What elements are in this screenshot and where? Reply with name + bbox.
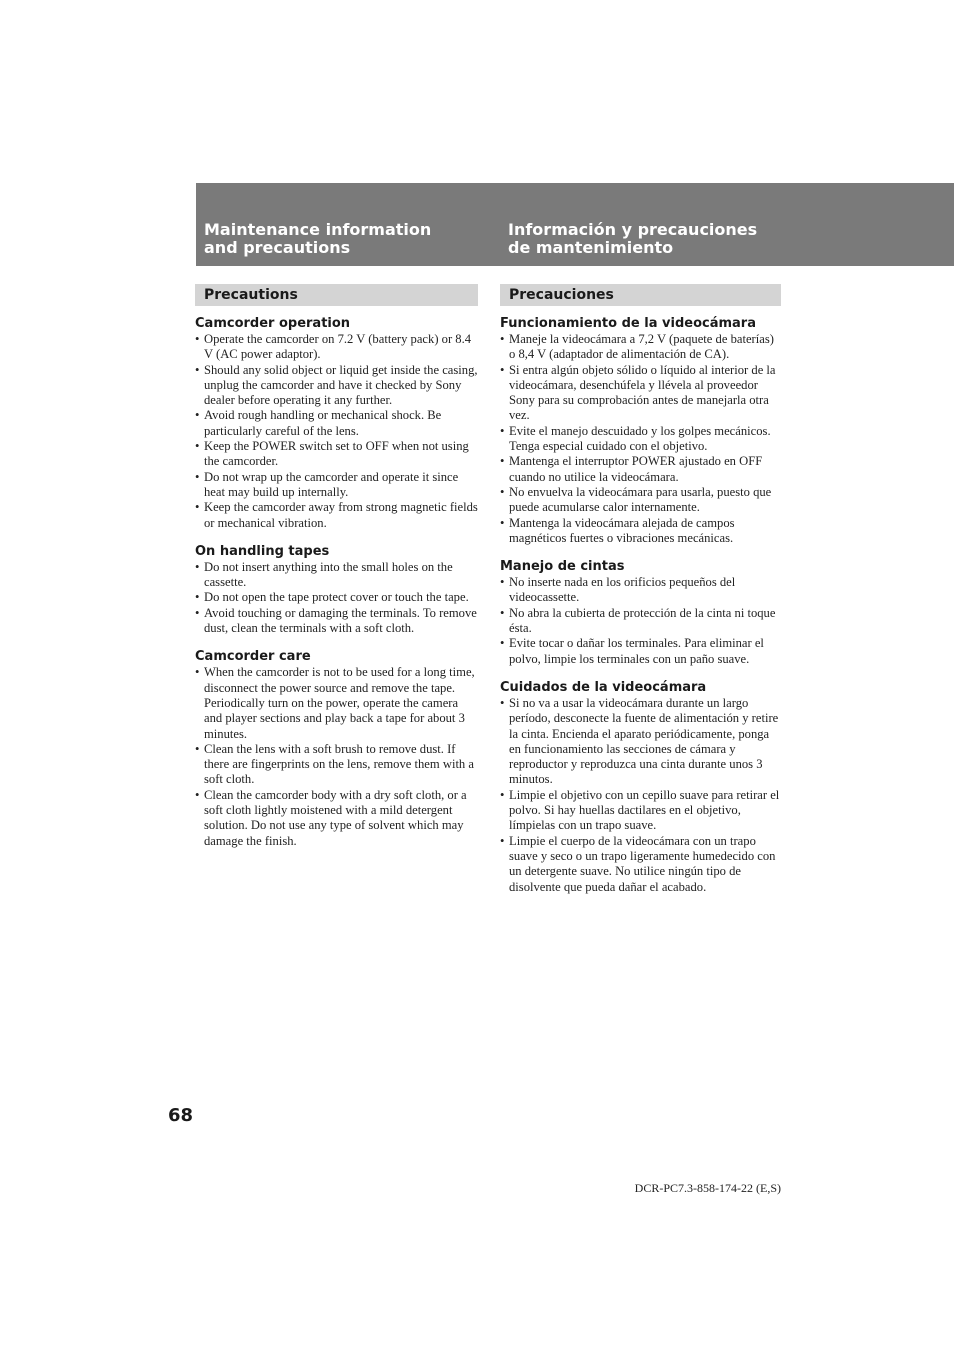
english-column <box>195 284 478 862</box>
bullet-item: • Maneje la videocámara a 7,2 V (paquete de baterías) o 8,4 V (adaptador de alimentación de CA). <box>500 332 783 363</box>
section-heading-precauciones: Precauciones <box>500 284 781 306</box>
document-code: DCR-PC7.3-858-174-22 (E,S) <box>634 1181 781 1195</box>
subsection-heading: Camcorder care <box>195 649 311 665</box>
bullet-list <box>195 332 478 531</box>
bullet-item: • Do not wrap up the camcorder and operate it since heat may build up internally. <box>195 470 478 501</box>
bullet-item: • Keep the POWER switch set to OFF when not using the camcorder. <box>195 439 478 470</box>
bullet-item: • No envuelva la videocámara para usarla, puesto que puede acumularse calor internamente. <box>500 485 783 516</box>
subsection-heading: Funcionamiento de la videocámara <box>500 316 756 331</box>
bullet-item: • No abra la cubierta de protección de la cinta ni toque ésta. <box>500 606 783 637</box>
bullet-item: • Limpie el cuerpo de la videocámara con un trapo suave y seco o un trapo ligeramente humedecido con un detergente suave. No utilice ningún tipo de disolvente que pueda dañar el acabado. <box>500 834 783 895</box>
header-banner <box>196 183 954 266</box>
section-heading-precautions: Precautions <box>195 284 478 306</box>
bullet-list <box>500 575 783 667</box>
bullet-item: • Mantenga la videocámara alejada de campos magnéticos fuertes o vibraciones mecánicas. <box>500 516 783 547</box>
subsection-heading: Cuidados de la videocámara <box>500 679 707 695</box>
subsection-heading: Manejo de cintas <box>500 559 625 575</box>
bullet-item: • Avoid rough handling or mechanical shock. Be particularly careful of the lens. <box>195 408 478 439</box>
bullet-item: • No inserte nada en los orificios pequeños del videocassette. <box>500 575 783 606</box>
page-number: 68 <box>168 1105 194 1126</box>
bullet-item: • Do not open the tape protect cover or touch the tape. <box>195 590 478 605</box>
bullet-item: • Si no va a usar la videocámara durante un largo período, desconecte la fuente de alimentación y retire la cinta. Encienda el aparato periódicamente, ponga en funcionamiento las secciones de cámara y reproductor y reproduzca una cinta durante unos 3 minutos. <box>500 696 783 788</box>
bullet-item: • Clean the camcorder body with a dry soft cloth, or a soft cloth lightly moistened with a mild detergent solution. Do not use any type of solvent which may damage the finish. <box>195 788 478 849</box>
spanish-column <box>500 284 783 908</box>
bullet-item: • Avoid touching or damaging the terminals. To remove dust, clean the terminals with a soft cloth. <box>195 606 478 637</box>
bullet-item: • Mantenga el interruptor POWER ajustado en OFF cuando no utilice la videocámara. <box>500 454 783 485</box>
bullet-item: • Evite el manejo descuidado y los golpes mecánicos. Tenga especial cuidado con el objetivo. <box>500 424 783 455</box>
bullet-item: • Limpie el objetivo con un cepillo suave para retirar el polvo. Si hay huellas dactilares en el objetivo, límpielas con un trapo suave. <box>500 788 783 834</box>
bullet-item: • Do not insert anything into the small holes on the cassette. <box>195 560 478 591</box>
bullet-item: • Should any solid object or liquid get inside the casing, unplug the camcorder and have it checked by Sony dealer before operating it any further. <box>195 363 478 409</box>
title-spanish: Información y precauciones de mantenimiento <box>508 220 758 257</box>
bullet-list <box>500 696 783 895</box>
bullet-item: • When the camcorder is not to be used for a long time, disconnect the power source and remove the tape. Periodically turn on the power, operate the camera and player sections and play back a tape for about 3 minutes. <box>195 665 478 741</box>
bullet-item: • Evite tocar o dañar los terminales. Para eliminar el polvo, limpie los terminales con un paño suave. <box>500 636 783 667</box>
english-groups <box>195 316 478 849</box>
title-english: Maintenance information and precautions <box>204 220 432 257</box>
subsection-heading: Camcorder operation <box>195 316 351 331</box>
bullet-list <box>195 560 478 636</box>
bullet-list <box>195 665 478 849</box>
bullet-item: • Operate the camcorder on 7.2 V (battery pack) or 8.4 V (AC power adaptor). <box>195 332 478 363</box>
bullet-list <box>500 332 783 546</box>
spanish-groups <box>500 316 783 895</box>
bullet-item: • Si entra algún objeto sólido o líquido al interior de la videocámara, desenchúfela y llévela al proveedor Sony para su comprobación antes de manejarla otra vez. <box>500 363 783 424</box>
bullet-item: • Keep the camcorder away from strong magnetic fields or mechanical vibration. <box>195 500 478 531</box>
subsection-heading: On handling tapes <box>195 543 330 559</box>
bullet-item: • Clean the lens with a soft brush to remove dust. If there are fingerprints on the lens, remove them with a soft cloth. <box>195 742 478 788</box>
